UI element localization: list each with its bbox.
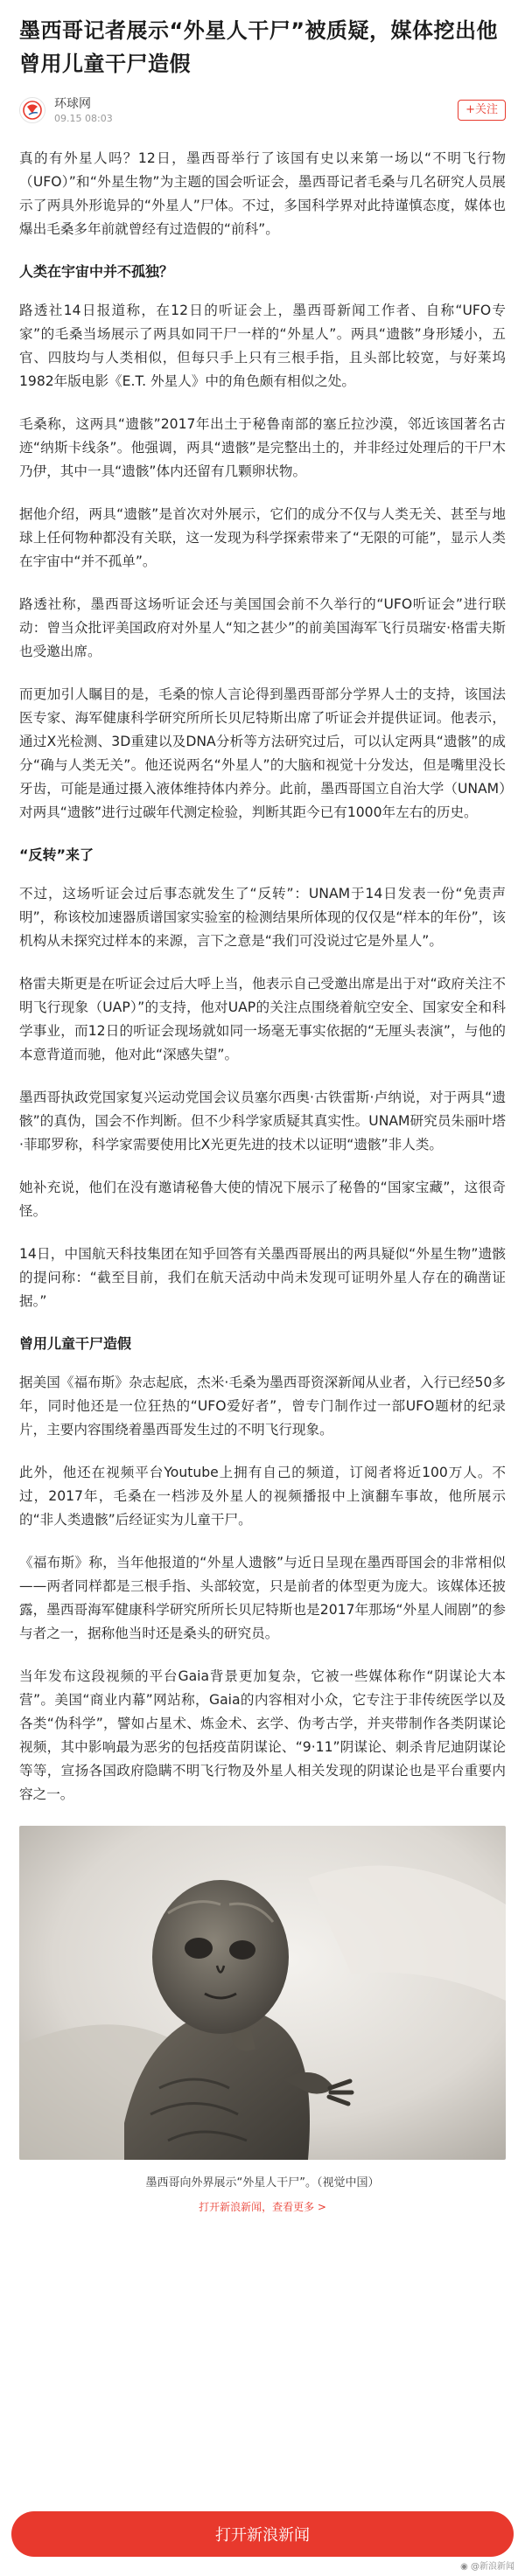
open-app-button[interactable]: 打开新浪新闻 <box>11 2511 514 2557</box>
source-avatar[interactable] <box>19 97 46 123</box>
article-title: 墨西哥记者展示“外星人干尸”被质疑，媒体挖出他曾用儿童干尸造假 <box>19 18 499 76</box>
paragraph: 路透社称，墨西哥这场听证会还与美国国会前不久举行的“UFO听证会”进行联动：曾当众批评美国政府对外星人“知之甚少”的前美国海军飞行员瑞安·格雷夫斯也受邀出席。 <box>19 596 506 659</box>
paragraph: 格雷夫斯更是在听证会过后大呼上当，他表示自己受邀出席是出于对“政府关注不明飞行现象（UAP）”的支持，他对UAP的关注点围绕着航空安全、国家安全和科学事业，而12日的听证会现场就如同一场毫无事实依据的“无厘头表演”，与他的本意背道而驰，他对此“深感失望”。 <box>19 976 506 1062</box>
paragraph: 《福布斯》称，当年他报道的“外星人遗骸”与近日呈现在墨西哥国会的非常相似——两者同样都是三根手指、头部较宽，只是前者的体型更为庞大。该媒体还披露，墨西哥海军健康科学研究所所长贝尼特斯也是2017年那场“外星人闹剧”的参与者之一，据称他当时还是桑头的研究员。 <box>19 1555 506 1641</box>
weibo-icon: ◉ <box>460 2562 471 2572</box>
source-info <box>54 96 458 125</box>
paragraph: 当年发布这段视频的平台Gaia背景更加复杂，它被一些媒体称作“阴谋论大本营”。美国“商业内幕”网站称，Gaia的内容相对小众，它专注于非传统医学以及各类“伪科学”，譬如占星术、炼金术、玄学、伪考古学，并夹带制作各类阴谋论视频，其中影响最为恶劣的包括疫苗阴谋论、“9·11”阴谋论、刺杀肯尼迪阴谋论等等，宣扬各国政府隐瞒不明飞行物及外星人相关发现的阴谋论也是平台重要内容之一。 <box>19 1668 506 1802</box>
watermark <box>460 2561 514 2573</box>
paragraph: 据他介绍，两具“遗骸”是首次对外展示，它们的成分不仅与人类无关、甚至与地球上任何物种都没有关联，这一发现为科学探索带来了“无限的可能”，显示人类在宇宙中“并不孤单”。 <box>19 506 506 569</box>
article-body <box>19 147 506 2214</box>
section-heading: 人类在宇宙中并不孤独？ <box>19 263 174 280</box>
paragraph: 而更加引人瞩目的是，毛桑的惊人言论得到墨西哥部分学界人士的支持，该国法医专家、海军健康科学研究所所长贝尼特斯出席了听证会并提供证词。他表示，通过X光检测、3D重建以及DNA分析等方法研究过后，可以认定两具“遗骸”的成分“确与人类无关”。他还说两名“外星人”的大脑和视觉十分发达，但是嘴里没长牙齿，可能是通过摄入液体维持体内养分。此前，墨西哥国立自治大学（UNAM）对两具“遗骸”进行过碳年代测定检验，判断其距今已有1000年左右的历史。 <box>19 686 506 820</box>
article-photo[interactable] <box>19 1826 506 2160</box>
paragraph: 据美国《福布斯》杂志起底，杰米·毛桑为墨西哥资深新闻从业者，入行已经50多年，同时他还是一位狂热的“UFO爱好者”，曾专门制作过一部UFO题材的纪录片，主要内容围绕着墨西哥发生过的不明飞行现象。 <box>19 1375 506 1438</box>
paragraph: 路透社14日报道称，在12日的听证会上，墨西哥新闻工作者、自称“UFO专家”的毛桑当场展示了两具如同干尸一样的“外星人”。两具“遗骸”身形矮小，五官、四肢均与人类相似，但每只手上只有三根手指，且头部比较宽，与好莱坞1982年版电影《E.T. 外星人》中的角色颇有相似之处。 <box>19 303 506 389</box>
paragraph: 不过，这场听证会过后事态就发生了“反转”：UNAM于14日发表一份“免责声明”，称该校加速器质谱国家实验室的检测结果所体现的仅仅是“样本的年份”，该机构从未探究过样本的来源，言下之意是“我们可没说过它是外星人”。 <box>19 886 506 949</box>
article-meta <box>19 93 506 128</box>
paragraph: 毛桑称，这两具“遗骸”2017年出土于秘鲁南部的塞丘拉沙漠，邻近该国著名古迹“纳斯卡线条”。他强调，两具“遗骸”是完整出土的，并非经过处理后的干尸木乃伊，其中一具“遗骸”体内还留有几颗卵状物。 <box>19 416 506 479</box>
source-name[interactable]: 环球网 <box>54 96 91 111</box>
section-heading: “反转”来了 <box>19 846 94 863</box>
mummy-photo-illustration <box>19 1826 506 2160</box>
publish-time: 09.15 08:03 <box>54 112 113 124</box>
open-app-link[interactable]: 打开新浪新闻，查看更多 > <box>199 2201 326 2213</box>
paragraph: 她补充说，他们在没有邀请秘鲁大使的情况下展示了秘鲁的“国家宝藏”，这很奇怪。 <box>19 1180 506 1219</box>
paragraph: 此外，他还在视频平台Youtube上拥有自己的频道，订阅者将近100万人。不过，2017年，毛桑在一档涉及外星人的视频播报中上演翻车事故，他所展示的“非人类遗骸”后经证实为儿童干尸。 <box>19 1465 506 1528</box>
photo-caption: 墨西哥向外界展示“外星人干尸”。（视觉中国） <box>145 2176 380 2190</box>
follow-button[interactable]: +关注 <box>458 100 506 121</box>
watermark-text: @新浪新闻 <box>471 2562 514 2572</box>
paragraph: 墨西哥执政党国家复兴运动党国会议员塞尔西奥·古铁雷斯·卢纳说，对于两具“遗骸”的真伪，国会不作判断。但不少科学家质疑其真实性。UNAM研究员朱丽叶塔·菲耶罗称，科学家需要使用比X光更先进的技术以证明“遗骸”非人类。 <box>19 1090 506 1152</box>
globe-logo-icon <box>22 100 43 121</box>
paragraph: 14日，中国航天科技集团在知乎回答有关墨西哥展出的两具疑似“外星生物”遗骸的提问称：“截至目前，我们在航天活动中尚未发现可证明外星人存在的确凿证据。” <box>19 1246 506 1309</box>
paragraph: 真的有外星人吗？12日，墨西哥举行了该国有史以来第一场以“不明飞行物（UFO）”和“外星生物”为主题的国会听证会，墨西哥记者毛桑与几名研究人员展示了两具外形诡异的“外星人”尸体。不过，多国科学界对此持谨慎态度，媒体也爆出毛桑多年前就曾经有过造假的“前科”。 <box>19 150 506 237</box>
section-heading: 曾用儿童干尸造假 <box>19 1335 132 1352</box>
